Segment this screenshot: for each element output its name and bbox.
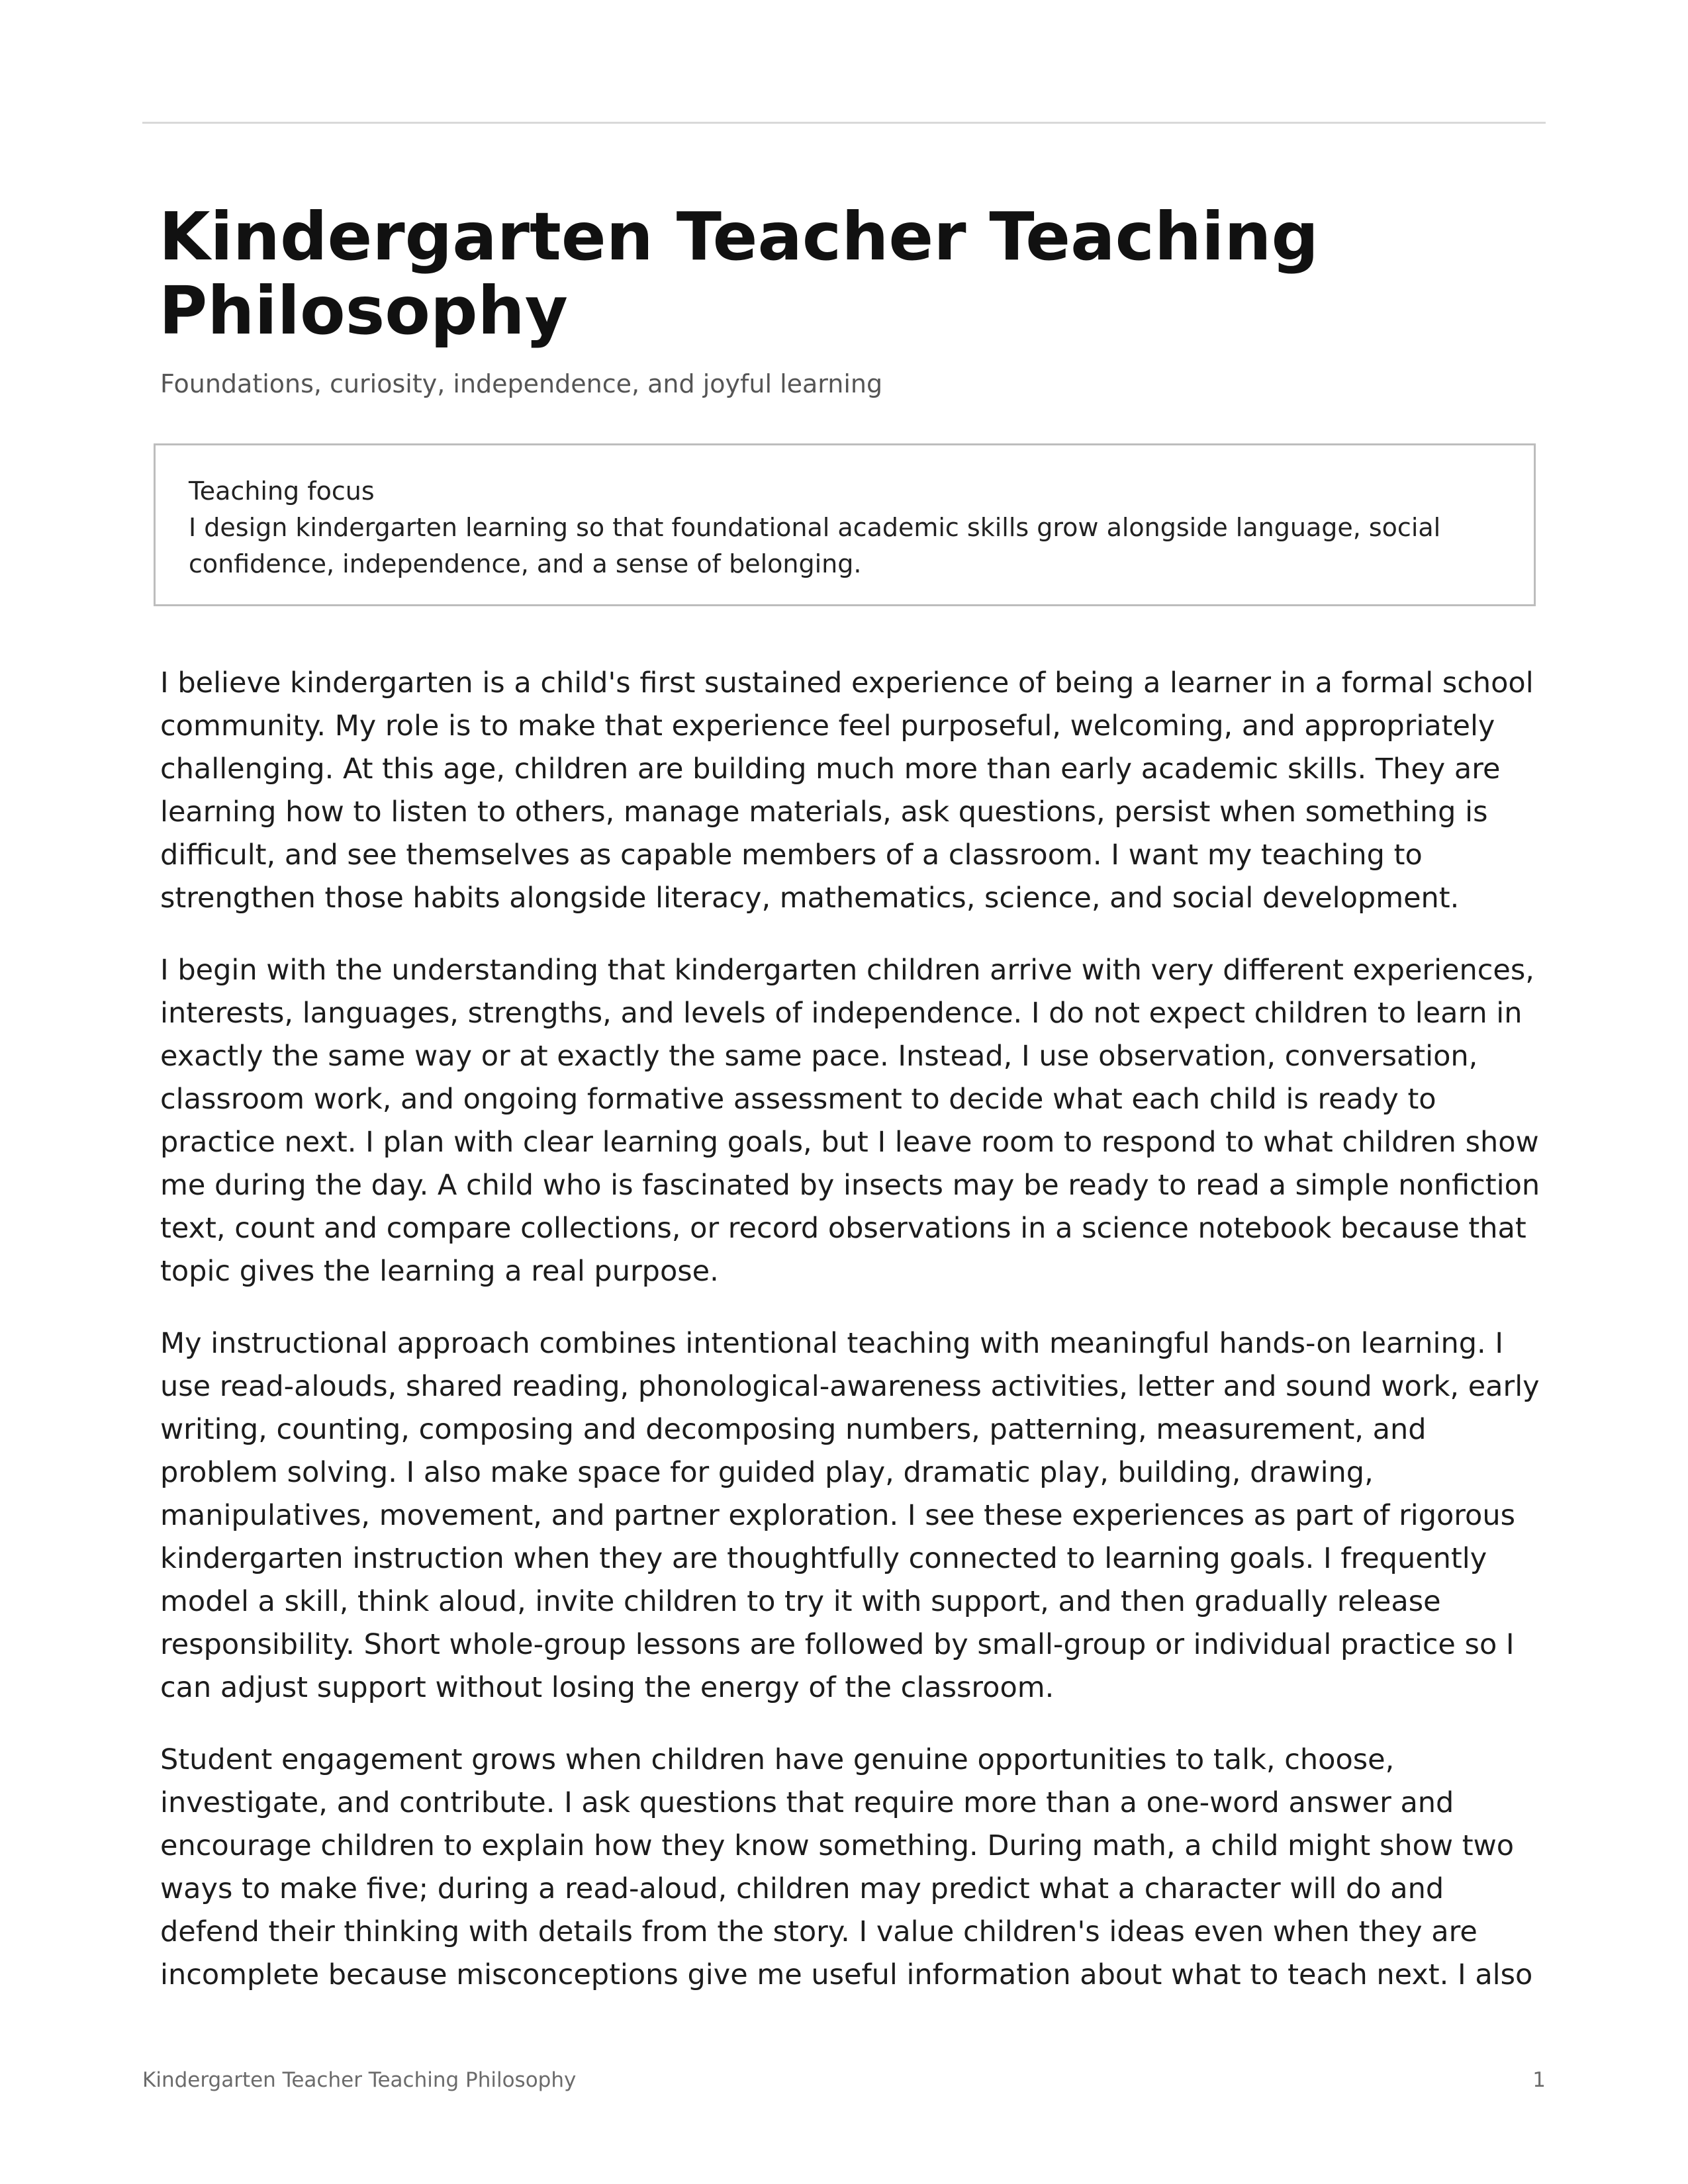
body-paragraph-3: My instructional approach combines intentional teaching with meaningful hands-on learning. I use read-alouds, shared reading, phonological-awareness activities, letter and sound work, early writing, counting, composing and decomposing numbers, patterning, measurement, and problem solving. I also make space for guided play, dramatic play, building, drawing, manipulatives, movement, and partner exploration. I see these experiences as part of rigorous kindergarten instruction when they are thoughtfully connected to learning goals. I frequently model a skill, think aloud, invite children to try it with support, and then gradually release responsibility. Short whole-group lessons are followed by small-group or individual practice so I can adjust support without losing the energy of the classroom. bbox=[160, 1327, 1540, 1704]
document-subtitle: Foundations, curiosity, independence, and joyful learning bbox=[160, 369, 883, 398]
teaching-focus-text: I design kindergarten learning so that foundational academic skills grow alongside language, social confidence, independence, and a sense of belonging. bbox=[189, 513, 1441, 578]
footer-document-title: Kindergarten Teacher Teaching Philosophy bbox=[142, 2068, 577, 2092]
footer-page-number: 1 bbox=[1532, 2068, 1546, 2092]
header-divider bbox=[142, 122, 1546, 124]
document-body bbox=[160, 662, 1544, 2026]
body-paragraph-1: I believe kindergarten is a child's first sustained experience of being a learner in a formal school community. My role is to make that experience feel purposeful, welcoming, and appropriately challenging. At this age, children are building much more than early academic skills. They are learning how to listen to others, manage materials, ask questions, persist when something is difficult, and see themselves as capable members of a classroom. I want my teaching to strengthen those habits alongside literacy, mathematics, science, and social development. bbox=[160, 666, 1534, 915]
teaching-focus-callout bbox=[154, 443, 1536, 606]
body-paragraph-4: Student engagement grows when children have genuine opportunities to talk, choose, investigate, and contribute. I ask questions that require more than a one-word answer and encourage children to explain how they know something. During math, a child might show two ways to make five; during a read-aloud, children may predict what a character will do and defend their thinking with details from the story. I value children's ideas even when they are incomplete because misconceptions give me useful information about what to teach next. I also bbox=[160, 1743, 1533, 1991]
document-title: Kindergarten Teacher Teaching Philosophy bbox=[159, 198, 1319, 349]
body-paragraph-2: I begin with the understanding that kindergarten children arrive with very different experiences, interests, languages, strengths, and levels of independence. I do not expect children to learn in exactly the same way or at exactly the same pace. Instead, I use observation, conversation, classroom work, and ongoing formative assessment to decide what each child is ready to practice next. I plan with clear learning goals, but I leave room to respond to what children show me during the day. A child who is fascinated by insects may be ready to read a simple nonfiction text, count and compare collections, or record observations in a science notebook because that topic gives the learning a real purpose. bbox=[160, 954, 1540, 1288]
teaching-focus-label: Teaching focus bbox=[189, 477, 375, 506]
